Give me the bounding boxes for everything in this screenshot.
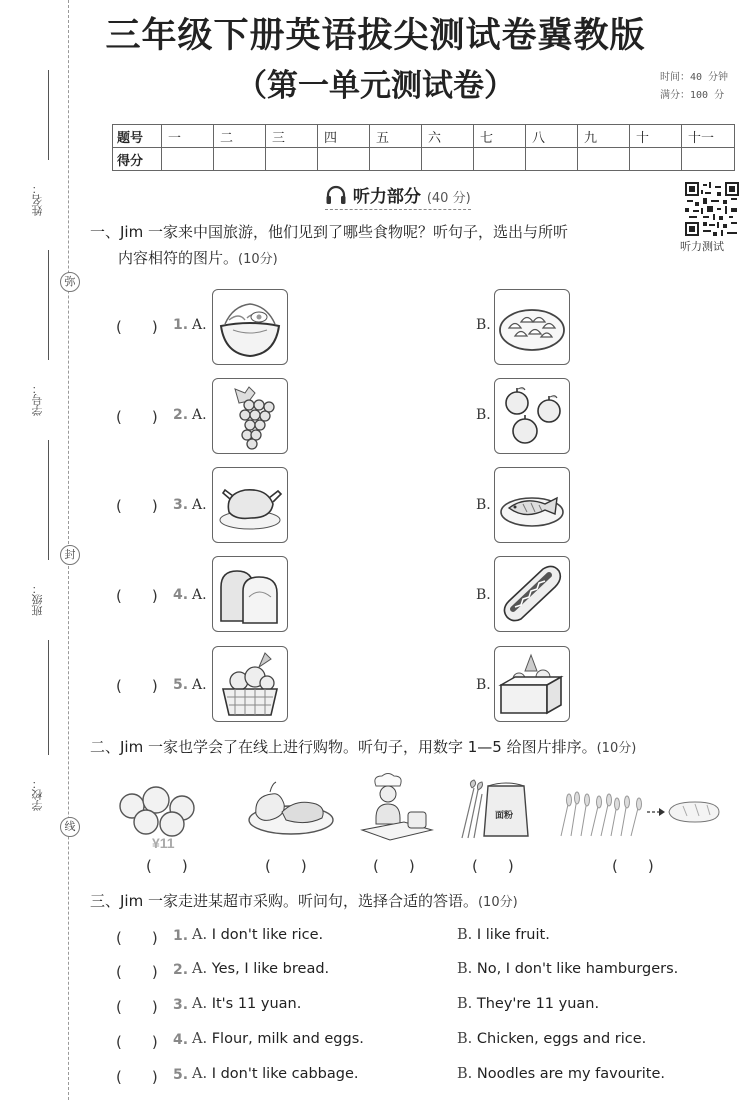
option-label-b: B. — [476, 317, 491, 333]
noodle-bowl-icon — [213, 290, 287, 364]
section2-text: 二、Jim 一家也学会了在线上进行购物。听句子，用数字 1—5 给图片排序。 — [90, 738, 597, 756]
listening-points: (40 分) — [426, 191, 471, 206]
score-col-11: 十一 — [682, 125, 735, 148]
section3-instructions — [90, 888, 518, 916]
page-title: 三年级下册英语拔尖测试卷冀教版 — [105, 16, 646, 56]
option-label-a: A. — [192, 497, 207, 513]
roast-chicken-image[interactable] — [212, 467, 288, 543]
question-number: 3. — [173, 497, 189, 513]
score-table-row2-label: 得分 — [113, 148, 162, 171]
roast-chicken-icon — [213, 468, 287, 542]
answer-paren[interactable]: ( ) — [116, 929, 158, 947]
answer-paren[interactable]: ( ) — [116, 497, 158, 515]
section1-line2-wrap — [90, 245, 568, 273]
bread-loaf-icon — [213, 557, 287, 631]
score-table-row1-label: 题号 — [113, 125, 162, 148]
order-paren-2[interactable]: ( ) — [265, 857, 307, 875]
order-paren-5[interactable]: ( ) — [612, 857, 654, 875]
score-col-6: 六 — [422, 125, 474, 148]
score-cell[interactable] — [526, 148, 578, 171]
dumplings-plate-icon — [495, 290, 569, 364]
score-cell[interactable] — [162, 148, 214, 171]
student-id-field-label: 学号： — [31, 383, 44, 417]
option-label-a: A. — [192, 587, 207, 603]
seal-circle-feng: 封 — [60, 545, 80, 565]
exam-time: 时间：40 分钟 — [660, 72, 729, 83]
grapes-image[interactable] — [212, 378, 288, 454]
score-col-10: 十 — [630, 125, 682, 148]
listening-section-header — [325, 182, 471, 210]
question-number: 4. — [173, 587, 189, 603]
hot-dog-image[interactable] — [494, 556, 570, 632]
score-table-header-row — [113, 125, 735, 148]
section1-points: (10分) — [238, 252, 278, 267]
score-col-1: 一 — [162, 125, 214, 148]
hot-dog-icon — [495, 557, 569, 631]
option-label-a: A. — [192, 677, 207, 693]
answer-option-a[interactable]: A. It's 11 yuan. — [192, 996, 302, 1012]
section1-line1: 一、Jim 一家来中国旅游，他们见到了哪些食物呢？听句子，选出与所听 — [90, 223, 568, 241]
score-col-5: 五 — [370, 125, 422, 148]
answer-paren[interactable]: ( ) — [116, 677, 158, 695]
class-field-label: 班级： — [31, 583, 44, 617]
fruit-box-icon — [495, 647, 569, 721]
score-col-4: 四 — [318, 125, 370, 148]
wheat-field-icon — [561, 792, 642, 836]
option-label-b: B. — [476, 587, 491, 603]
score-col-9: 九 — [578, 125, 630, 148]
chicken-dish-icon — [249, 782, 333, 834]
question-number: 2. — [173, 407, 189, 423]
answer-paren[interactable]: ( ) — [116, 1033, 158, 1051]
score-cell[interactable] — [578, 148, 630, 171]
oranges-icon — [120, 787, 194, 836]
price-tag: ¥11 — [152, 835, 175, 850]
chef-image[interactable] — [358, 772, 438, 848]
section2-instructions — [90, 734, 636, 762]
question-number: 1. — [173, 317, 189, 333]
dumplings-plate-image[interactable] — [494, 289, 570, 365]
score-col-7: 七 — [474, 125, 526, 148]
answer-option-a[interactable]: A. Flour, milk and eggs. — [192, 1031, 364, 1047]
answer-option-a[interactable]: A. Yes, I like bread. — [192, 961, 330, 977]
score-cell[interactable] — [682, 148, 735, 171]
section3-points: (10分) — [477, 895, 518, 910]
chicken-dish-image[interactable] — [246, 778, 336, 838]
exam-full-score: 满分：100 分 — [660, 90, 725, 101]
answer-paren[interactable]: ( ) — [116, 318, 158, 336]
option-label-b: B. — [476, 407, 491, 423]
question-number: 4. — [173, 1032, 189, 1048]
flour-bag-icon — [462, 780, 528, 838]
score-cell[interactable] — [474, 148, 526, 171]
answer-paren[interactable]: ( ) — [116, 408, 158, 426]
headphones-icon — [325, 185, 347, 205]
fish-plate-icon — [495, 468, 569, 542]
answer-option-b[interactable]: B. Chicken, eggs and rice. — [457, 1031, 647, 1047]
seal-circle-xian: 线 — [60, 817, 80, 837]
question-number: 3. — [173, 997, 189, 1013]
student-id-field-line[interactable] — [48, 250, 49, 360]
option-label-a: A. — [192, 407, 207, 423]
qr-code-icon[interactable] — [685, 182, 739, 236]
question-number: 5. — [173, 1067, 189, 1083]
chef-icon — [362, 774, 432, 841]
score-cell[interactable] — [318, 148, 370, 171]
order-paren-4[interactable]: ( ) — [472, 857, 514, 875]
school-field-line[interactable] — [48, 640, 49, 755]
arrow-right-icon — [647, 808, 665, 816]
class-field-line[interactable] — [48, 440, 49, 560]
fruit-basket-image[interactable] — [212, 646, 288, 722]
question-number: 2. — [173, 962, 189, 978]
answer-option-b[interactable]: B. They're 11 yuan. — [457, 996, 600, 1012]
school-field-label: 学校： — [31, 778, 44, 812]
answer-paren[interactable]: ( ) — [116, 963, 158, 981]
oranges-image[interactable] — [112, 778, 208, 850]
order-paren-3[interactable]: ( ) — [373, 857, 415, 875]
wheat-to-bread-image[interactable] — [555, 790, 725, 840]
score-cell[interactable] — [630, 148, 682, 171]
baguette-icon — [669, 802, 719, 822]
section1-instructions — [90, 219, 568, 273]
score-col-3: 三 — [266, 125, 318, 148]
name-field-label: 姓名： — [31, 183, 44, 217]
option-label-a: A. — [192, 317, 207, 333]
answer-paren[interactable]: ( ) — [116, 1068, 158, 1086]
option-label-b: B. — [476, 497, 491, 513]
bread-image[interactable] — [212, 556, 288, 632]
qr-code-label: 听力测试 — [680, 240, 724, 253]
option-label-b: B. — [476, 677, 491, 693]
score-cell[interactable] — [266, 148, 318, 171]
section2-points: (10分) — [596, 741, 637, 756]
question-number: 5. — [173, 677, 189, 693]
question-number: 1. — [173, 928, 189, 944]
answer-option-b[interactable]: B. Noodles are my favourite. — [457, 1066, 665, 1082]
apples-image[interactable] — [494, 378, 570, 454]
flour-label: 面粉 — [495, 811, 514, 821]
answer-option-a[interactable]: A. I don't like cabbage. — [192, 1066, 359, 1082]
fruit-box-image[interactable] — [494, 646, 570, 722]
score-col-2: 二 — [214, 125, 266, 148]
answer-paren[interactable]: ( ) — [116, 587, 158, 605]
answer-option-b[interactable]: B. I like fruit. — [457, 927, 550, 943]
page-subtitle: （第一单元测试卷） — [236, 68, 515, 104]
section3-text: 三、Jim 一家走进某超市采购。听问句，选择合适的答语。 — [90, 892, 478, 910]
listening-title: 听力部分 — [352, 187, 421, 207]
fish-plate-image[interactable] — [494, 467, 570, 543]
grapes-icon — [213, 379, 287, 453]
score-cell[interactable] — [370, 148, 422, 171]
answer-option-a[interactable]: A. I don't like rice. — [192, 927, 324, 943]
noodle-bowl-image[interactable] — [212, 289, 288, 365]
answer-paren[interactable]: ( ) — [116, 998, 158, 1016]
section1-line2: 内容相符的图片。 — [118, 249, 239, 267]
fruit-basket-icon — [213, 647, 287, 721]
seal-circle-mi: 弥 — [60, 272, 80, 292]
answer-option-b[interactable]: B. No, I don't like hamburgers. — [457, 961, 679, 977]
score-table-score-row — [113, 148, 735, 171]
score-table — [112, 124, 735, 171]
score-cell[interactable] — [422, 148, 474, 171]
flour-bag-image[interactable] — [458, 778, 540, 844]
score-col-8: 八 — [526, 125, 578, 148]
order-paren-1[interactable]: ( ) — [146, 857, 188, 875]
score-cell[interactable] — [214, 148, 266, 171]
apples-icon — [495, 379, 569, 453]
